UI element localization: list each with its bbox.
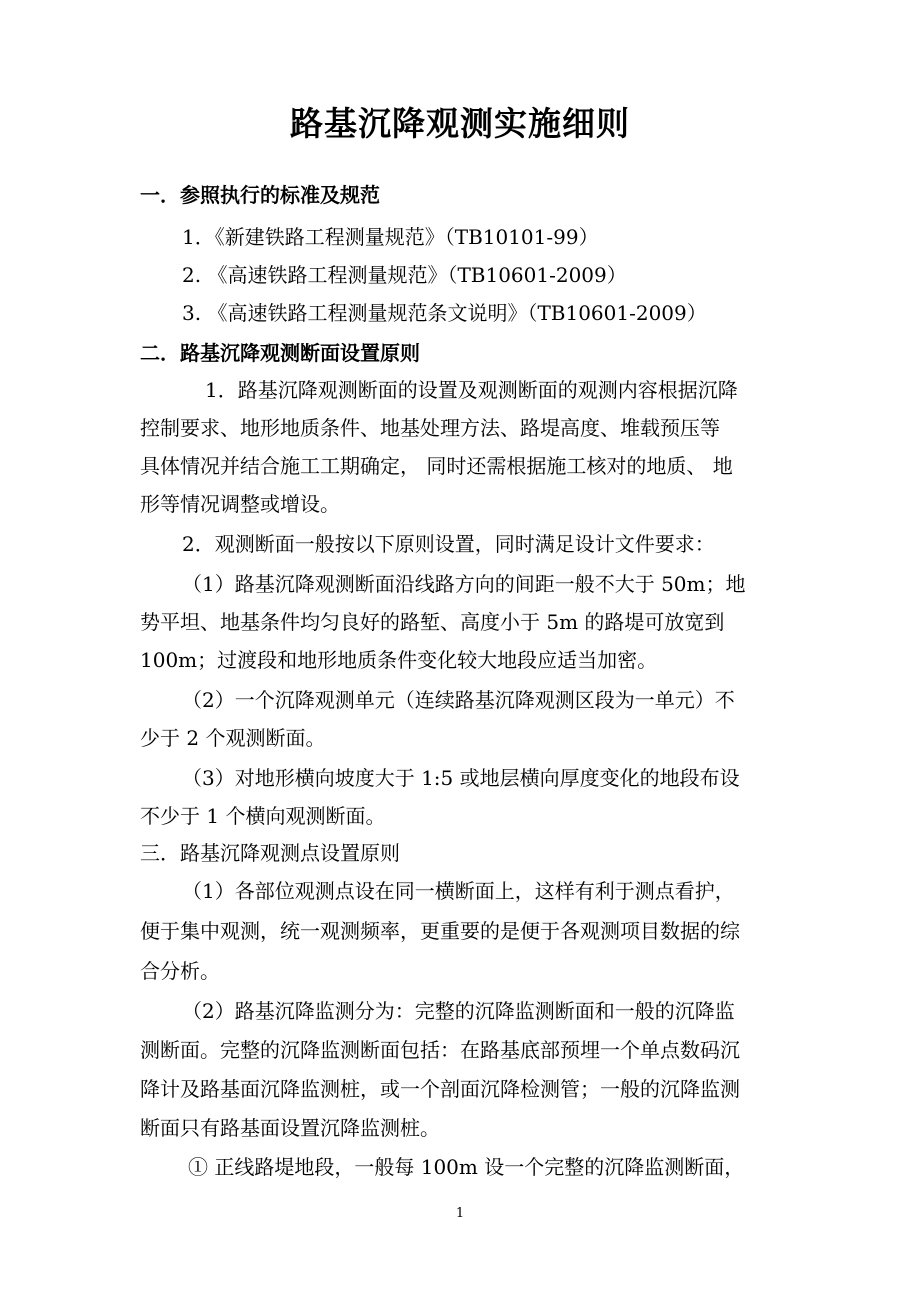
section-heading-point-principles: 三．路基沉降观测点设置原则 <box>140 841 400 865</box>
paragraph-line: （2）路基沉降监测分为：完整的沉降监测断面和一般的沉降监 <box>182 999 735 1023</box>
standard-item-1: 1．《新建铁路工程测量规范》（TB10101-99） <box>182 225 599 249</box>
page-number: 1 <box>455 1206 465 1221</box>
paragraph-line: 势平坦、地基条件均匀良好的路堑、高度小于 5m 的路堤可放宽到 <box>140 610 725 634</box>
standard-item-3: 3. 《高速铁路工程测量规范条文说明》（TB10601-2009） <box>182 301 707 325</box>
paragraph-line: 降计及路基面沉降监测桩，或一个剖面沉降检测管；一般的沉降监测 <box>140 1077 740 1101</box>
paragraph-line: （3）对地形横向坡度大于 1:5 或地层横向厚度变化的地段布设 <box>182 766 740 790</box>
standard-item-2: 2. 《高速铁路工程测量规范》（TB10601-2009） <box>182 263 627 287</box>
paragraph-line: （1）各部位观测点设在同一横断面上，这样有利于测点看护， <box>182 879 735 903</box>
paragraph-line: 少于 2 个观测断面。 <box>140 726 326 750</box>
paragraph-line: 不少于 1 个横向观测断面。 <box>140 804 386 828</box>
section-heading-section-principles: 二．路基沉降观测断面设置原则 <box>140 341 420 365</box>
document-title: 路基沉降观测实施细则 <box>290 104 630 143</box>
paragraph-line: ① 正线路堤地段，一般每 100m 设一个完整的沉降监测断面， <box>188 1155 745 1179</box>
paragraph-line: 100m；过渡段和地形地质条件变化较大地段应适当加密。 <box>140 648 658 672</box>
paragraph-line: 具体情况并结合施工工期确定， 同时还需根据施工核对的地质、 地 <box>140 454 733 478</box>
paragraph-line: （2）一个沉降观测单元（连续路基沉降观测区段为一单元）不 <box>182 688 735 712</box>
section-heading-standards: 一．参照执行的标准及规范 <box>140 183 380 207</box>
paragraph-line: 2．观测断面一般按以下原则设置，同时满足设计文件要求： <box>182 532 715 556</box>
paragraph-line: 1．路基沉降观测断面的设置及观测断面的观测内容根据沉降 <box>205 378 738 402</box>
paragraph-line: 测断面。完整的沉降监测断面包括：在路基底部预埋一个单点数码沉 <box>140 1038 740 1062</box>
paragraph-line: 控制要求、地形地质条件、地基处理方法、路堤高度、堆载预压等 <box>140 416 720 440</box>
paragraph-line: （1）路基沉降观测断面沿线路方向的间距一般不大于 50m；地 <box>182 572 746 596</box>
paragraph-line: 便于集中观测，统一观测频率，更重要的是便于各观测项目数据的综 <box>140 919 740 943</box>
paragraph-line: 合分析。 <box>140 959 220 983</box>
paragraph-line: 断面只有路基面设置沉降监测桩。 <box>140 1116 440 1140</box>
paragraph-line: 形等情况调整或增设。 <box>140 492 340 516</box>
